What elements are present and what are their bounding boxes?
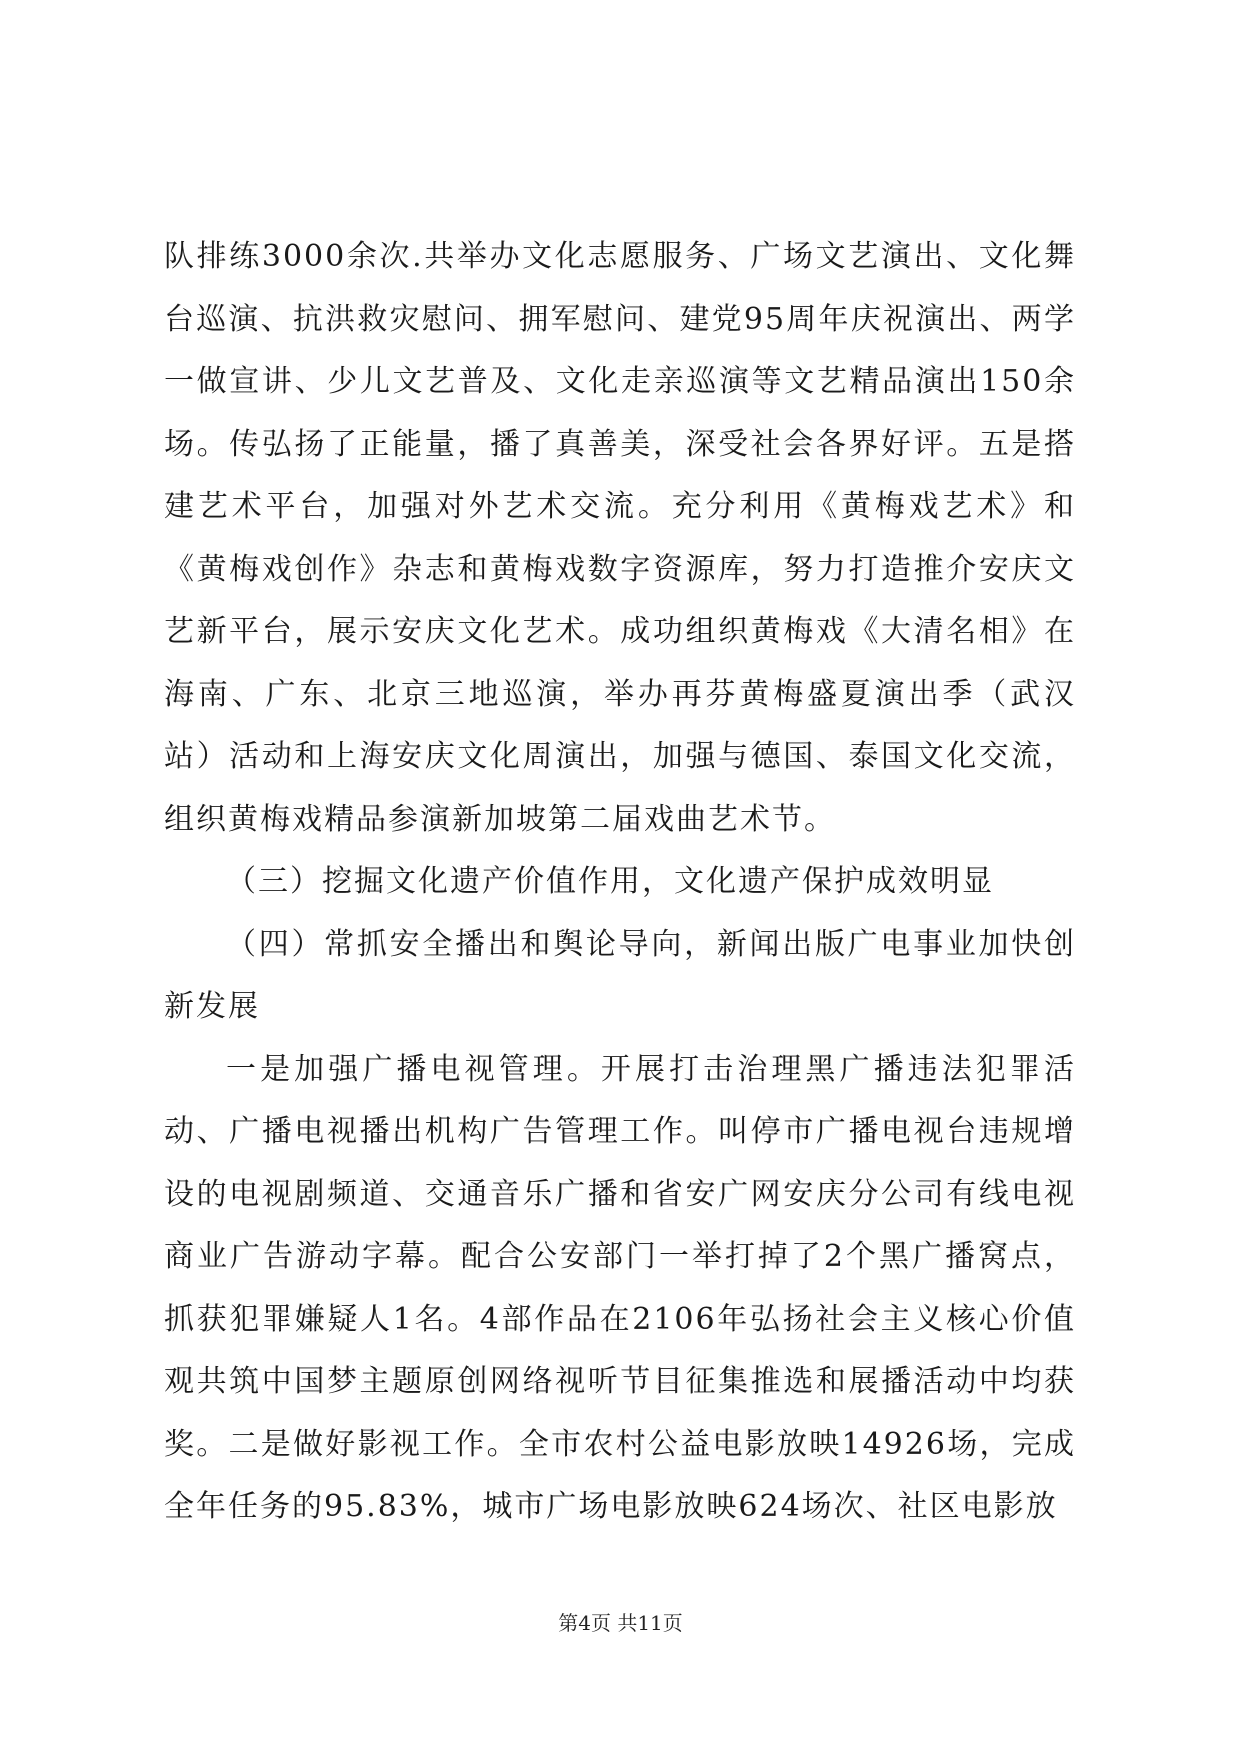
section-heading-3: （三）挖掘文化遗产价值作用，文化遗产保护成效明显 xyxy=(226,864,994,899)
paragraph-continuation: 队排练3000余次.共举办文化志愿服务、广场文艺演出、文化舞台巡演、抗洪救灾慰问、拥军慰问、建党95周年庆祝演出、两学一做宣讲、少儿文艺普及、文化走亲巡演等文艺精品演出150余场。传弘扬了正能量，播了真善美，深受社会各界好评。五是搭建艺术平台，加强对外艺术交流。充分利用《黄梅戏艺术》和《黄梅戏创作》杂志和黄梅戏数字资源库，努力打造推介安庆文艺新平台，展示安庆文化艺术。成功组织黄梅戏《大清名相》在海南、广东、北京三地巡演，举办再芬黄梅盛夏演出季（武汉站）活动和上海安庆文化周演出，加强与德国、泰国文化交流，组织黄梅戏精品参演新加坡第二届戏曲艺术节。 xyxy=(164,239,1076,837)
page-number-footer: 第4页 共11页 xyxy=(558,1611,683,1635)
paragraph-broadcast-management: 一是加强广播电视管理。开展打击治理黑广播违法犯罪活动、广播电视播出机构广告管理工作。叫停市广播电视台违规增设的电视剧频道、交通音乐广播和省安广网安庆分公司有线电视商业广告游动字幕。配合公安部门一举打掉了2个黑广播窝点，抓获犯罪嫌疑人1名。4部作品在2106年弘扬社会主义核心价值观共筑中国梦主题原创网络视听节目征集推选和展播活动中均获奖。二是做好影视工作。全市农村公益电影放映14926场，完成全年任务的95.83%，城市广场电影放映624场次、社区电影放 xyxy=(164,1051,1076,1524)
section-heading-4: （四）常抓安全播出和舆论导向，新闻出版广电事业加快创新发展 xyxy=(164,926,1076,1024)
document-body xyxy=(164,226,1076,1539)
